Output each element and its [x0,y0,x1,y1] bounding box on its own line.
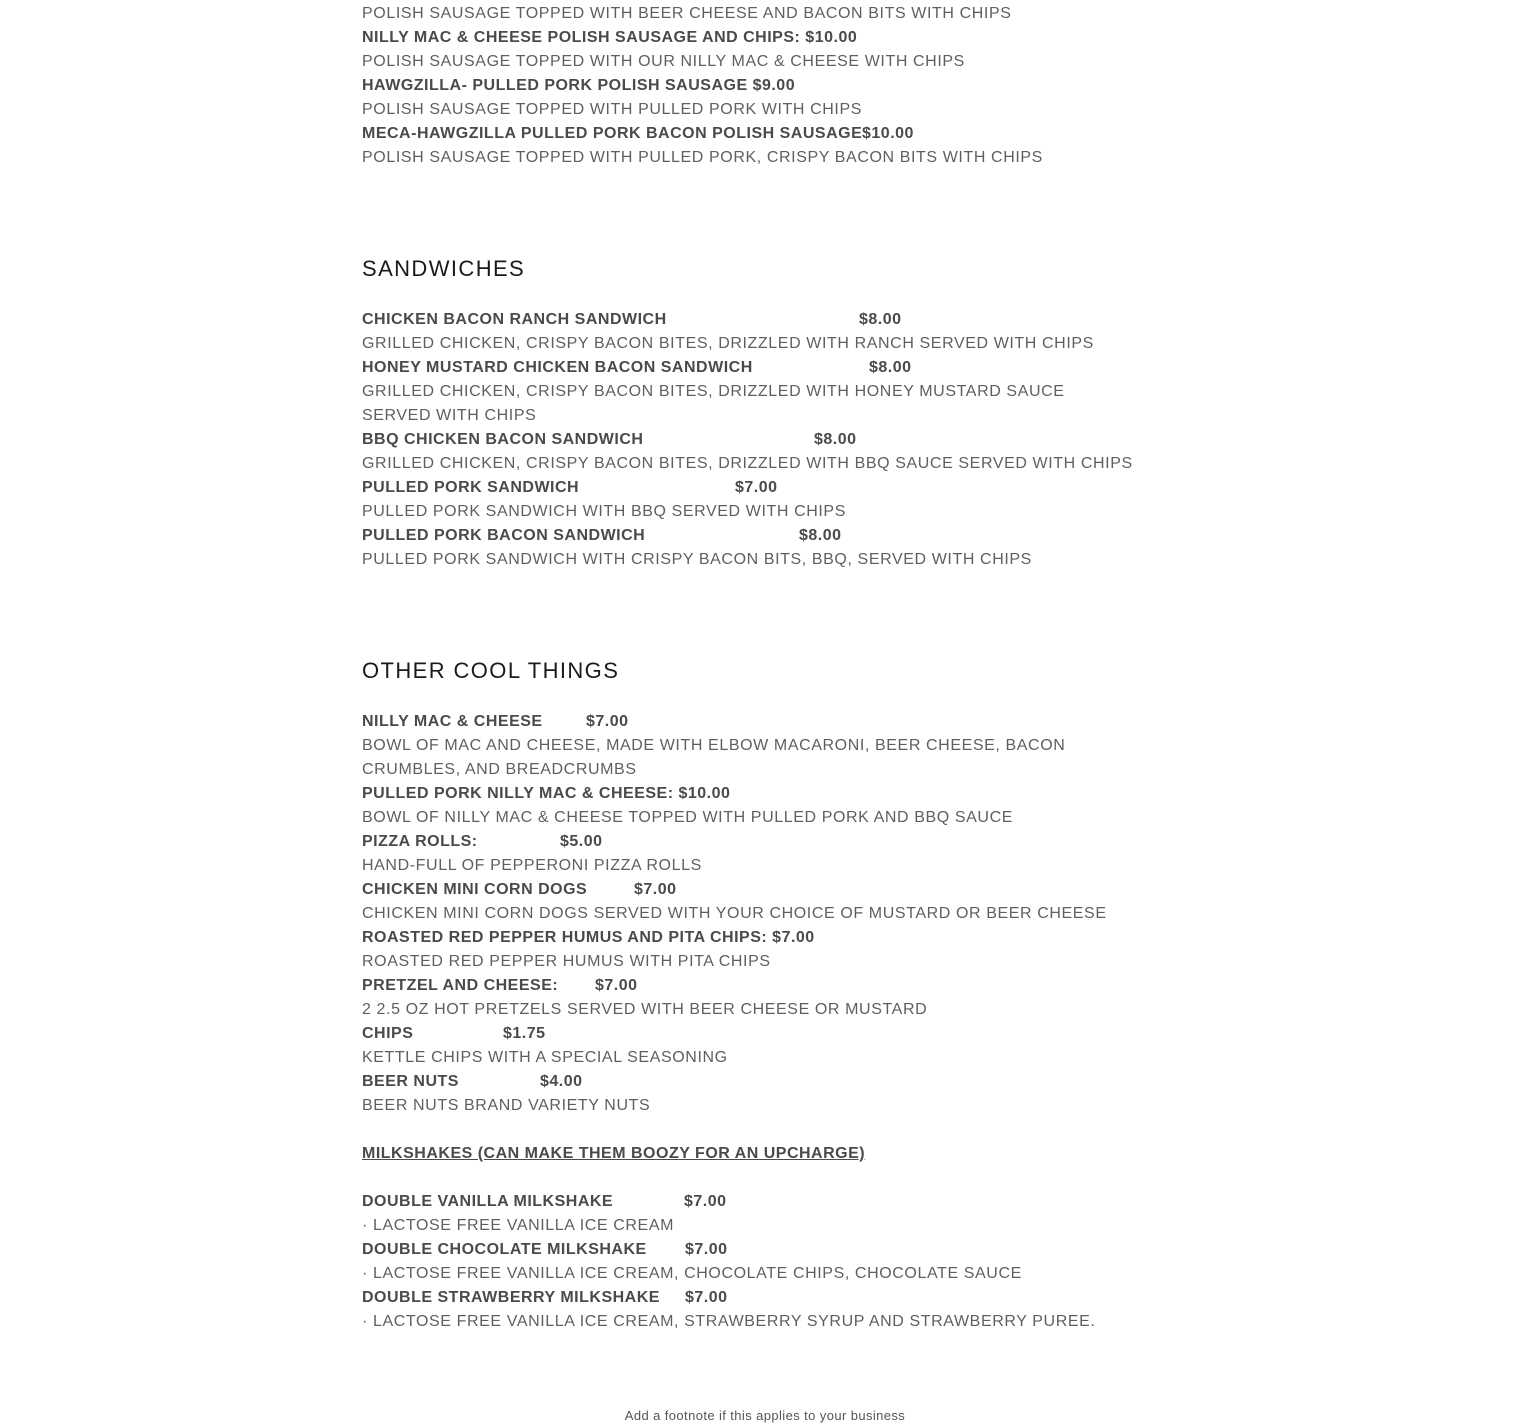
menu-item-name: DOUBLE VANILLA MILKSHAKE [362,1193,614,1210]
menu-item-price: $7.00 [634,881,677,898]
menu-item-name: HAWGZILLA- PULLED PORK POLISH SAUSAGE $9.00 [362,77,796,94]
menu-item-description: BOWL OF NILLY MAC & CHEESE TOPPED WITH PULLED PORK AND BBQ SAUCE [362,809,1013,826]
menu-item-name: NILLY MAC & CHEESE [362,713,543,730]
menu-item-title [362,356,1152,380]
menu-item-description: PULLED PORK SANDWICH WITH BBQ SERVED WITH CHIPS [362,503,846,520]
menu-item-title [362,878,1152,902]
menu-item-description: PULLED PORK SANDWICH WITH CRISPY BACON BITS, BBQ, SERVED WITH CHIPS [362,551,1032,568]
menu-item-title [362,26,1152,50]
menu-item-title [362,524,1152,548]
menu-item-name: HONEY MUSTARD CHICKEN BACON SANDWICH [362,359,753,376]
footnote: Add a footnote if this applies to your business [624,1408,906,1423]
menu-item-price: $7.00 [685,1289,728,1306]
menu-item-name: BBQ CHICKEN BACON SANDWICH [362,431,644,448]
menu-item-title [362,476,1152,500]
menu-item-title [362,308,1152,332]
menu-item-price: $8.00 [799,527,842,544]
milkshakes-list [362,1190,1152,1334]
menu-item-name: CHICKEN MINI CORN DOGS [362,881,588,898]
menu-item-title [362,710,1152,734]
menu-item-title [362,1070,1152,1094]
menu-item-price: $4.00 [540,1073,583,1090]
menu-item-title [362,830,1152,854]
menu-item-description: 2 2.5 OZ HOT PRETZELS SERVED WITH BEER CHEESE OR MUSTARD [362,1001,928,1018]
menu-item-name: CHIPS [362,1025,414,1042]
menu-item-title [362,428,1152,452]
menu-item-price: $7.00 [586,713,629,730]
menu-item-description: POLISH SAUSAGE TOPPED WITH OUR NILLY MAC & CHEESE WITH CHIPS [362,53,965,70]
menu-item-name: PRETZEL AND CHEESE: [362,977,559,994]
menu-item-description: ROASTED RED PEPPER HUMUS WITH PITA CHIPS [362,953,771,970]
menu-item-name: MECA-HAWGZILLA PULLED PORK BACON POLISH SAUSAGE [362,125,863,142]
other-list [362,710,1152,1118]
menu-item-price: $8.00 [869,359,912,376]
menu-item-description: · LACTOSE FREE VANILLA ICE CREAM, STRAWBERRY SYRUP AND STRAWBERRY PUREE. [362,1313,1096,1330]
menu-item-price: $7.00 [684,1193,727,1210]
menu-item-description: · LACTOSE FREE VANILLA ICE CREAM, CHOCOLATE CHIPS, CHOCOLATE SAUCE [362,1265,1022,1282]
menu-item-name: DOUBLE STRAWBERRY MILKSHAKE [362,1289,660,1306]
menu-item-name: DOUBLE CHOCOLATE MILKSHAKE [362,1241,647,1258]
menu-item-price: $7.00 [685,1241,728,1258]
menu-item-title [362,926,1152,950]
menu-item-title [362,782,1152,806]
section-heading-other: OTHER COOL THINGS [362,658,620,683]
menu-item-description: BEER NUTS BRAND VARIETY NUTS [362,1097,651,1114]
menu-item-description: CHICKEN MINI CORN DOGS SERVED WITH YOUR CHOICE OF MUSTARD OR BEER CHEESE [362,905,1107,922]
menu-item-description: GRILLED CHICKEN, CRISPY BACON BITES, DRIZZLED WITH RANCH SERVED WITH CHIPS [362,335,1094,352]
menu-item-title [362,122,1152,146]
menu-item-description: POLISH SAUSAGE TOPPED WITH BEER CHEESE AND BACON BITS WITH CHIPS [362,5,1012,22]
menu-item-title [362,1022,1152,1046]
menu-item-name: PIZZA ROLLS: [362,833,478,850]
menu-item-price: $8.00 [814,431,857,448]
menu-item-price: $1.75 [503,1025,546,1042]
menu-item-title [362,974,1152,998]
menu-item-price: $7.00 [735,479,778,496]
menu-item-description: GRILLED CHICKEN, CRISPY BACON BITES, DRIZZLED WITH BBQ SAUCE SERVED WITH CHIPS [362,455,1133,472]
menu-item-title [362,1238,1152,1262]
menu-item-title [362,1190,1152,1214]
menu-item-name: ROASTED RED PEPPER HUMUS AND PITA CHIPS: $7.00 [362,929,815,946]
menu-item-name: BEER NUTS [362,1073,459,1090]
menu-item-title [362,1286,1152,1310]
milkshakes-heading: MILKSHAKES (CAN MAKE THEM BOOZY FOR AN UPCHARGE) [362,1145,866,1162]
menu-item-price: $10.00 [862,125,914,142]
menu-item-name: NILLY MAC & CHEESE POLISH SAUSAGE AND CHIPS: $10.00 [362,29,858,46]
menu-item-description: POLISH SAUSAGE TOPPED WITH PULLED PORK, CRISPY BACON BITS WITH CHIPS [362,149,1043,166]
menu-item-description: · LACTOSE FREE VANILLA ICE CREAM [362,1217,675,1234]
menu-item-price: $7.00 [595,977,638,994]
menu-item-price: $8.00 [859,311,902,328]
menu-item-price: $5.00 [560,833,603,850]
menu-item-description: GRILLED CHICKEN, CRISPY BACON BITES, DRIZZLED WITH HONEY MUSTARD SAUCE SERVED WITH CHIPS [362,383,1065,424]
menu-item-description: HAND-FULL OF PEPPERONI PIZZA ROLLS [362,857,702,874]
menu-item-title [362,74,1152,98]
sandwiches-list [362,308,1152,572]
menu-item-name: PULLED PORK NILLY MAC & CHEESE: $10.00 [362,785,731,802]
section-heading-sandwiches: SANDWICHES [362,256,526,281]
menu-item-description: KETTLE CHIPS WITH A SPECIAL SEASONING [362,1049,728,1066]
menu-item-description: POLISH SAUSAGE TOPPED WITH PULLED PORK WITH CHIPS [362,101,863,118]
menu-item-name: PULLED PORK SANDWICH [362,479,580,496]
menu-item-name: CHICKEN BACON RANCH SANDWICH [362,311,667,328]
menu-item-description: BOWL OF MAC AND CHEESE, MADE WITH ELBOW MACARONI, BEER CHEESE, BACON CRUMBLES, AND BREADCRUMBS [362,737,1066,778]
menu-item-name: PULLED PORK BACON SANDWICH [362,527,646,544]
menu-content [362,2,1152,1334]
sausage-section [362,2,1152,170]
